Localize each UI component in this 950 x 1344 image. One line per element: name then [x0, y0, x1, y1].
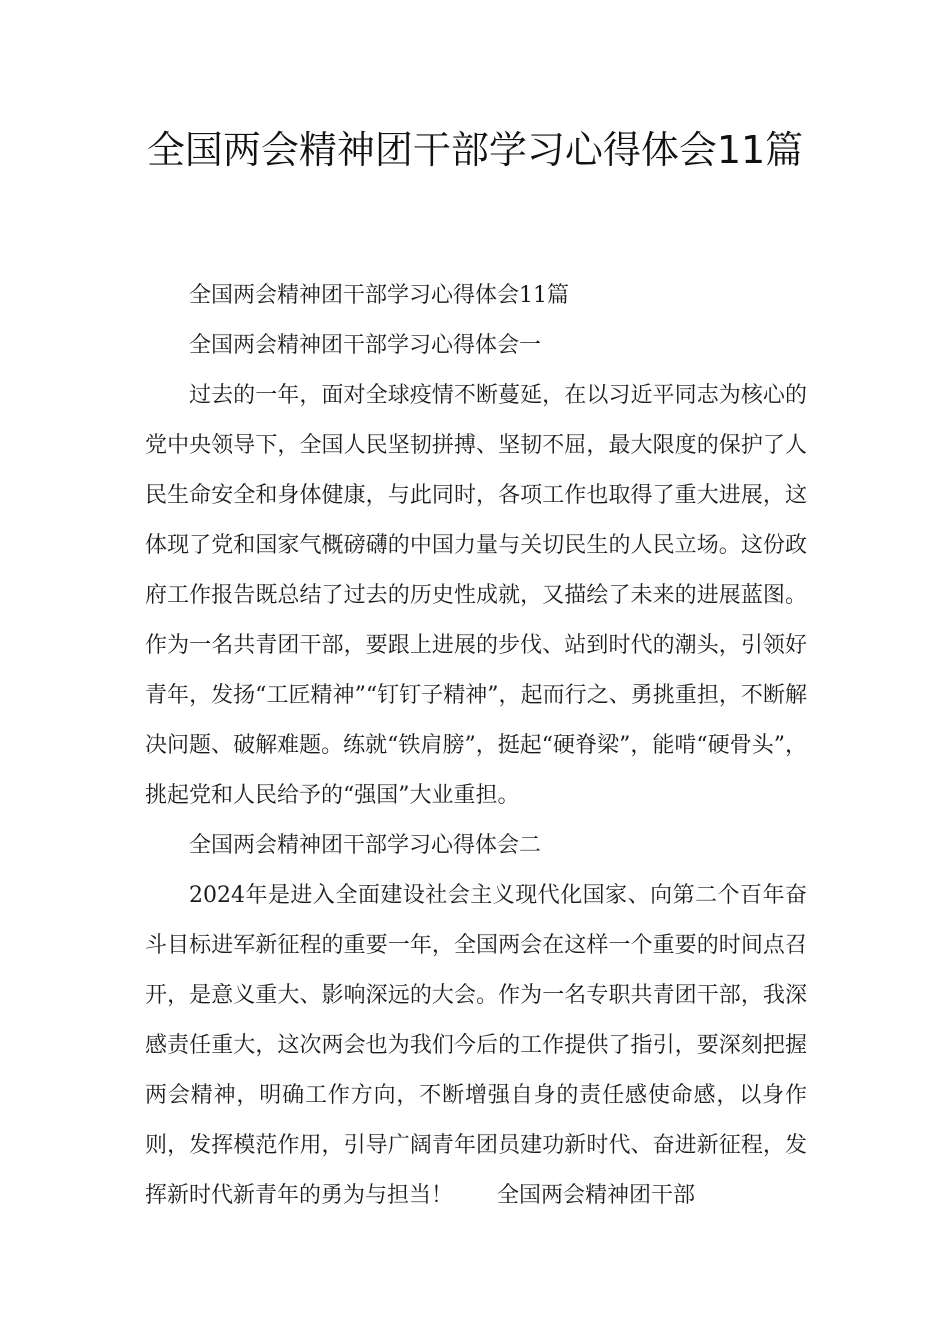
section-heading-2: 全国两会精神团干部学习心得体会二 — [189, 833, 542, 858]
section-paragraph-2: 2024年是进入全面建设社会主义现代化国家、向第二个百年奋斗目标进军新征程的重要一年，全国两会在这样一个重要的时间点召开，是意义重大、影响深远的大会。作为一名专职共青团干部，我深感责任重大，这次两会也为我们今后的工作提供了指引，要深刻把握两会精神，明确工作方向，不断增强自身的责任感使命感，以身作则，发挥模范作用，引导广阔青年团员建功新时代、奋进新征程，发挥新时代新青年的勇为与担当！ 全国两会精神团干部 — [145, 883, 807, 1208]
section-heading-1: 全国两会精神团干部学习心得体会一 — [189, 333, 542, 358]
document-title: 全国两会精神团干部学习心得体会11篇 — [146, 128, 804, 172]
intro-title: 全国两会精神团干部学习心得体会11篇 — [189, 283, 569, 308]
section-paragraph-1: 过去的一年，面对全球疫情不断蔓延，在以习近平同志为核心的党中央领导下，全国人民坚韧拼搏、坚韧不屈，最大限度的保护了人民生命安全和身体健康，与此同时，各项工作也取得了重大进展，这体现了党和国家气概磅礴的中国力量与关切民生的人民立场。这份政府工作报告既总结了过去的历史性成就，又描绘了未来的进展蓝图。作为一名共青团干部，要跟上进展的步伐、站到时代的潮头，引领好青年，发扬“工匠精神”“钉钉子精神”，起而行之、勇挑重担，不断解决问题、破解难题。练就“铁肩膀”，挺起“硬脊梁”，能啃“硬骨头”，挑起党和人民给予的“强国”大业重担。 — [145, 383, 807, 808]
document-body — [145, 271, 807, 1221]
